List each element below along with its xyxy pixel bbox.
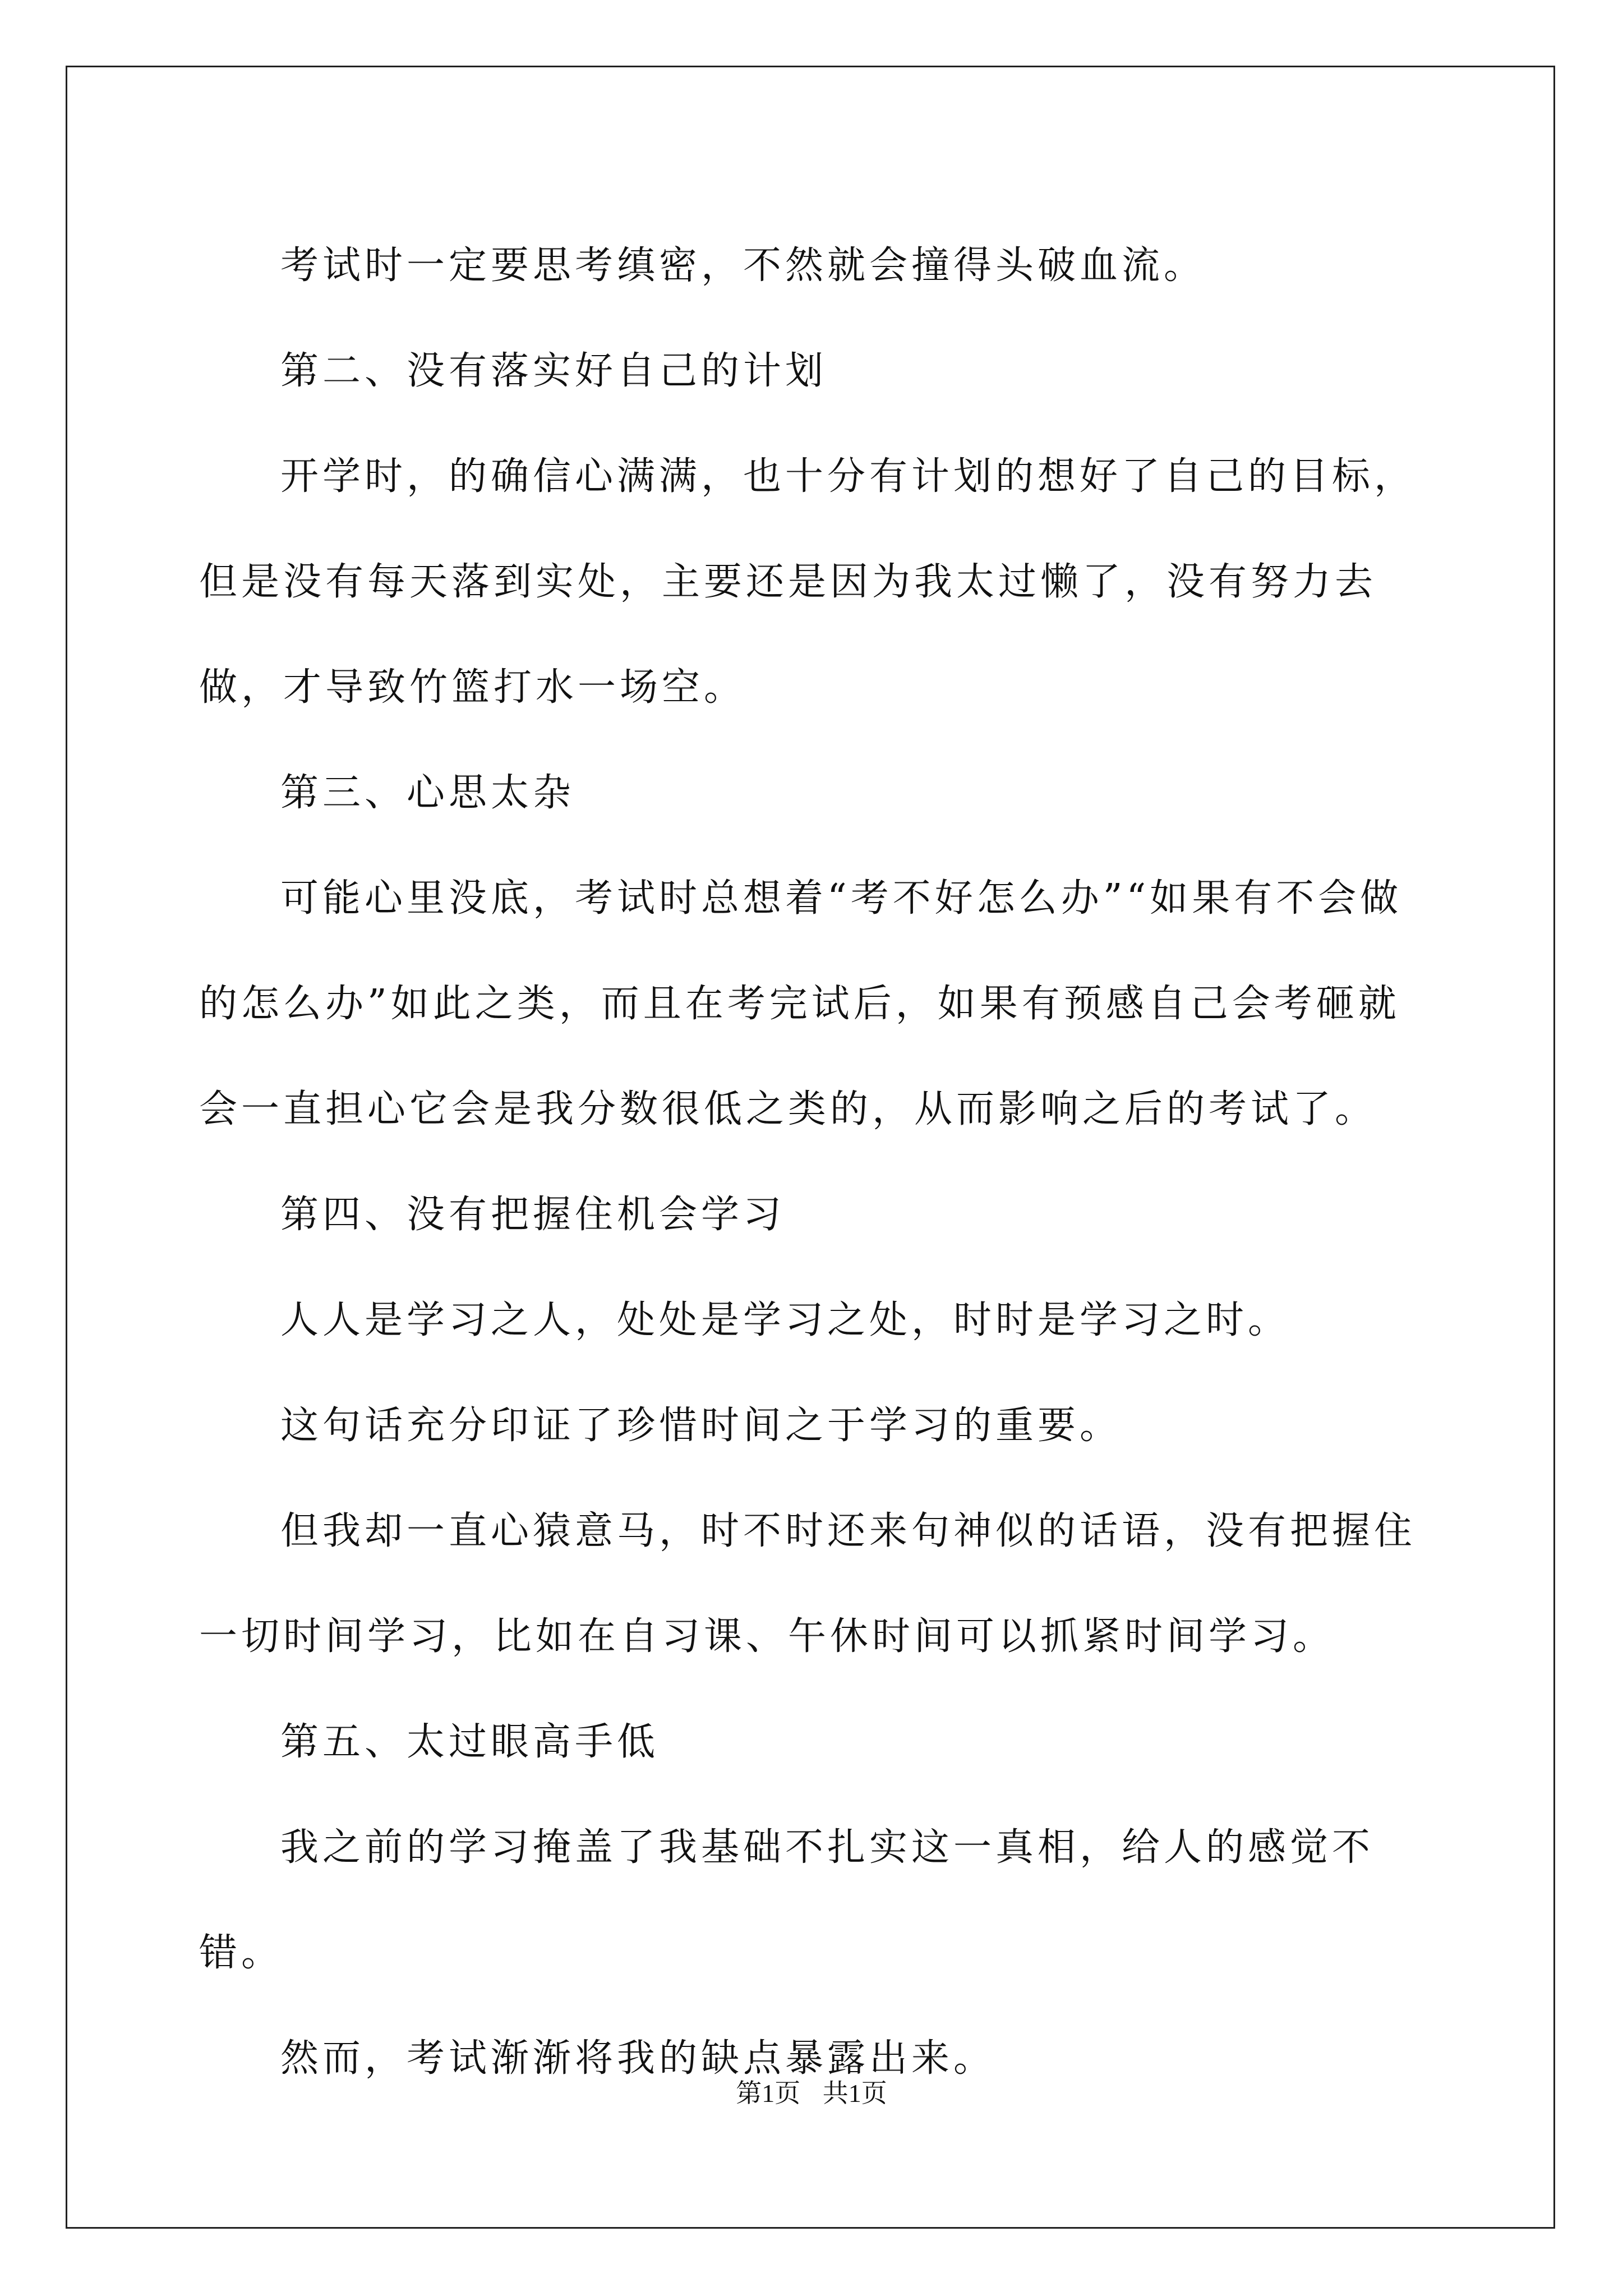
document-body	[199, 213, 1422, 2111]
paragraph-2: 开学时，的确信心满满，也十分有计划的想好了自己的目标，但是没有每天落到实处，主要还是因为我太过懒了，没有努力去做，才导致竹篮打水一场空。	[199, 454, 1417, 710]
paragraph-7: 我之前的学习掩盖了我基础不扎实这一真相，给人的感觉不错。	[199, 1825, 1375, 1975]
heading-point-2: 第二、没有落实好自己的计划	[280, 349, 828, 393]
paragraph-5: 这句话充分印证了珍惜时间之于学习的重要。	[280, 1404, 1122, 1448]
paragraph-4: 人人是学习之人，处处是学习之处，时时是学习之时。	[280, 1298, 1290, 1342]
paragraph-8: 然而，考试渐渐将我的缺点暴露出来。	[280, 2036, 996, 2081]
paragraph-1: 考试时一定要思考缜密，不然就会撞得头破血流。	[280, 243, 1206, 288]
paragraph-6: 但我却一直心猿意马，时不时还来句神似的话语，没有把握住一切时间学习，比如在自习课、午休时间可以抓紧时间学习。	[199, 1509, 1417, 1659]
heading-point-5: 第五、太过眼高手低	[280, 1720, 660, 1764]
heading-point-3: 第三、心思太杂	[280, 771, 575, 815]
paragraph-3: 可能心里没底，考试时总想着“考不好怎么办”“如果有不会做的怎么办”如此之类，而且在考完试后，如果有预感自己会考砸就会一直担心它会是我分数很低之类的，从而影响之后的考试了。	[199, 876, 1403, 1131]
page-number-current: 第1页	[736, 2079, 801, 2108]
heading-point-4: 第四、没有把握住机会学习	[280, 1193, 786, 1237]
page-number-total: 共1页	[822, 2079, 887, 2108]
page-footer	[0, 2077, 1623, 2110]
